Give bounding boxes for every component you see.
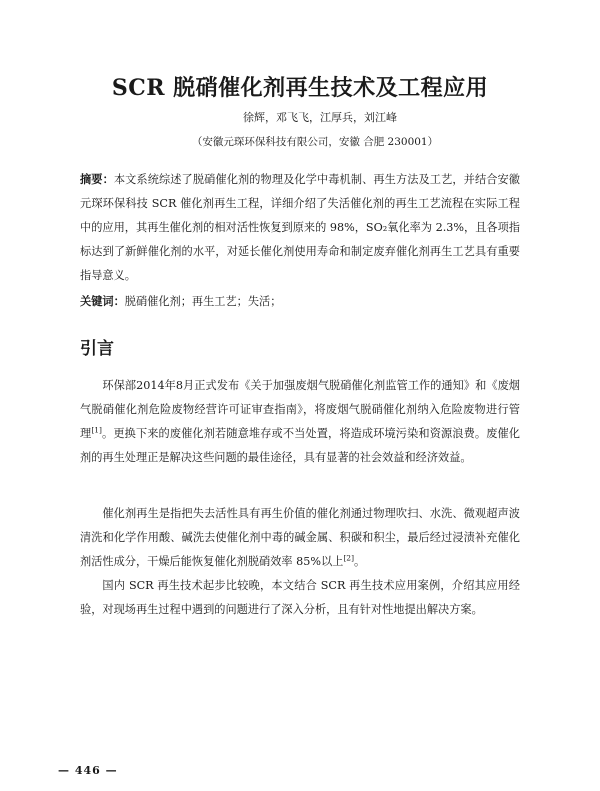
citation-ref-1: [1] <box>91 425 102 435</box>
abstract-text: 本文系统综述了脱硝催化剂的物理及化学中毒机制、再生方法及工艺，并结合安徽元琛环保科技 SCR 催化剂再生工程，详细介绍了失活催化剂的再生工艺流程在实际工程中的应用，其再生催化剂的相对活性恢复到原来的 98%，SO₂氧化率为 2.3%，且各项指标达到了新鲜催化剂的水平，对延长催化剂使用寿命和制定废弃催化剂再生工艺具有重要指导意义。 <box>80 173 520 282</box>
paragraph-1-tail: 。更换下来的废催化剂若随意堆存或不当处置，将造成环境污染和资源浪费。废催化剂的再生处理正是解决这些问题的最佳途径，具有显著的社会效益和经济效益。 <box>80 427 520 464</box>
intro-paragraph-1 <box>80 374 520 470</box>
abstract <box>80 167 520 288</box>
abstract-label: 摘要： <box>80 172 114 186</box>
keywords-text: 脱硝催化剂；再生工艺；失活； <box>124 295 282 308</box>
paragraph-2-tail: 。 <box>354 555 366 568</box>
section-heading-introduction: 引言 <box>80 339 114 359</box>
paper-title: SCR 脱硝催化剂再生技术及工程应用 <box>111 74 489 101</box>
paragraph-2-text: 催化剂再生是指把失去活性具有再生价值的催化剂通过物理吹扫、水洗、微观超声波清洗和化学作用酸、碱洗去使催化剂中毒的碱金属、积碳和积尘，最后经过浸渍补充催化剂活性成分，干燥后能恢复催化剂脱硝效率 85%以上 <box>80 507 520 568</box>
keywords <box>80 291 520 312</box>
intro-paragraph-3: 国内 SCR 再生技术起步比较晚，本文结合 SCR 再生技术应用案例，介绍其应用经验，对现场再生过程中遇到的问题进行了深入分析，且有针对性地提出解决方案。 <box>80 579 520 616</box>
keywords-label: 关键词： <box>80 294 125 308</box>
intro-paragraph-2 <box>80 502 520 574</box>
author-list: 徐辉，邓飞飞，江厚兵，刘江峰 <box>243 111 397 124</box>
paragraph-1-text: 环保部2014年8月正式发布《关于加强废烟气脱硝催化剂监管工作的通知》和《废烟气脱硝催化剂危险废物经营许可证审查指南》，将废烟气脱硝催化剂纳入危险废物进行管理 <box>80 379 520 440</box>
citation-ref-2: [2] <box>343 553 354 563</box>
page-number: — 446 — <box>58 764 118 777</box>
author-affiliation: （安徽元琛环保科技有限公司，安徽 合肥 230001） <box>191 136 439 148</box>
